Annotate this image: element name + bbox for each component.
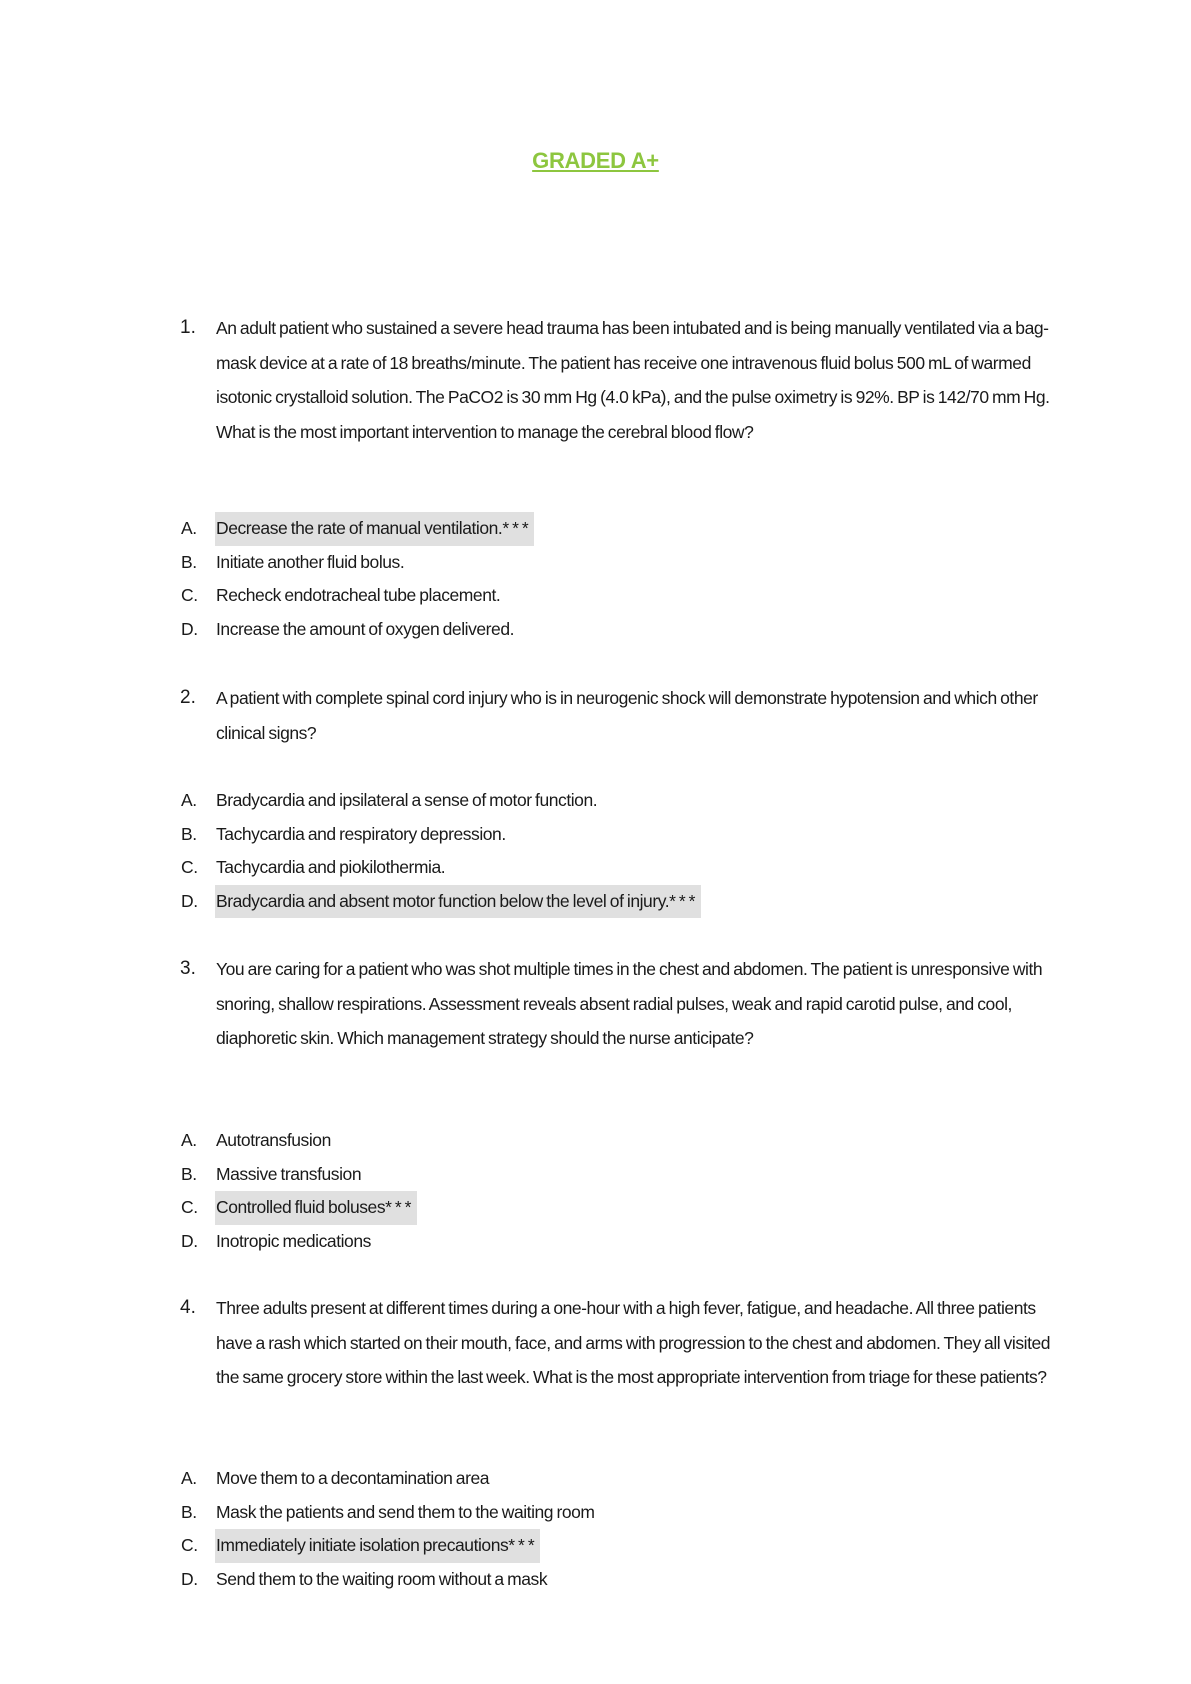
option-letter: C.: [181, 1535, 198, 1555]
option-letter: A.: [181, 1468, 197, 1488]
option-b: [0, 1496, 1191, 1530]
option-d: [0, 885, 1191, 919]
option-text: Send them to the waiting room without a mask: [216, 1568, 548, 1589]
option-text: Autotransfusion: [216, 1130, 331, 1150]
option-c: [0, 1191, 1191, 1225]
option-b: [0, 818, 1191, 852]
option-text-correct: Bradycardia and absent motor function below the level of injury.* * *: [215, 885, 701, 919]
option-text-correct: Decrease the rate of manual ventilation.* * *: [215, 512, 534, 546]
option-letter: D.: [181, 890, 198, 911]
question-text: A patient with complete spinal cord injury who is in neurogenic shock will demonstrate hypotension and which other clinical signs?: [216, 688, 1038, 743]
option-text-correct: Controlled fluid boluses* * *: [215, 1191, 417, 1225]
option-a: [0, 1462, 1191, 1496]
question-text: An adult patient who sustained a severe head trauma has been intubated and is being manually ventilated via a bag-mask device at a rate of 18 breaths/minute. The patient has receive one intravenous fluid bolus 500 mL of warmed isotonic crystalloid solution. The PaCO2 is 30 mm Hg (4.0 kPa), and the pulse oximetry is 92%. BP is 142/70 mm Hg. What is the most important intervention to manage the cerebral blood flow?: [216, 318, 1050, 442]
question-text: You are caring for a patient who was shot multiple times in the chest and abdomen. The patient is unresponsive with snoring, shallow respirations. Assessment reveals absent radial pulses, weak and rapid carotid pulse, and cool, diaphoretic skin. Which management strategy should the nurse anticipate?: [216, 959, 1043, 1048]
question-number: 2.: [180, 687, 196, 708]
option-letter: A.: [181, 1130, 197, 1150]
option-b: [0, 1158, 1191, 1192]
page-title: GRADED A+: [532, 148, 659, 173]
option-letter: C.: [181, 1197, 198, 1217]
option-b: [0, 546, 1191, 580]
option-text: Recheck endotracheal tube placement.: [216, 585, 501, 605]
question-3-options: [0, 1124, 1191, 1258]
option-text: Tachycardia and respiratory depression.: [216, 823, 506, 844]
option-text-correct: Immediately initiate isolation precautions* * *: [215, 1529, 540, 1563]
option-text: Increase the amount of oxygen delivered.: [216, 618, 515, 639]
option-letter: D.: [181, 1568, 198, 1589]
option-c: [0, 851, 1191, 885]
option-text: Initiate another fluid bolus.: [216, 551, 405, 572]
question-1-options: [0, 512, 1191, 646]
option-letter: D.: [181, 1230, 198, 1251]
option-c: [0, 1529, 1191, 1563]
question-text: Three adults present at different times during a one-hour with a high fever, fatigue, and headache. All three patients have a rash which started on their mouth, face, and arms with progression to the chest and abdomen. They all visited the same grocery store within the last week. What is the most appropriate intervention from triage for these patients?: [216, 1298, 1051, 1387]
question-4-options: [0, 1462, 1191, 1596]
question-number: 1.: [180, 317, 196, 338]
option-text: Inotropic medications: [216, 1230, 371, 1251]
option-letter: D.: [181, 618, 198, 639]
option-a: [0, 1124, 1191, 1158]
option-a: [0, 784, 1191, 818]
option-c: [0, 579, 1191, 613]
option-letter: B.: [181, 551, 197, 572]
option-text: Move them to a decontamination area: [216, 1468, 490, 1488]
option-letter: A.: [181, 518, 197, 538]
option-letter: B.: [181, 1501, 197, 1522]
option-a: [0, 512, 1191, 546]
option-d: [0, 613, 1191, 647]
option-letter: C.: [181, 857, 198, 877]
option-text: Mask the patients and send them to the waiting room: [216, 1501, 595, 1522]
option-d: [0, 1225, 1191, 1259]
question-number: 4.: [180, 1297, 196, 1318]
option-text: Massive transfusion: [216, 1163, 362, 1184]
option-text: Tachycardia and piokilothermia.: [216, 857, 446, 877]
option-letter: C.: [181, 585, 198, 605]
option-d: [0, 1563, 1191, 1597]
option-letter: B.: [181, 1163, 197, 1184]
option-text: Bradycardia and ipsilateral a sense of motor function.: [216, 790, 598, 810]
option-letter: A.: [181, 790, 197, 810]
question-2-options: [0, 784, 1191, 918]
option-letter: B.: [181, 823, 197, 844]
question-number: 3.: [180, 958, 196, 979]
